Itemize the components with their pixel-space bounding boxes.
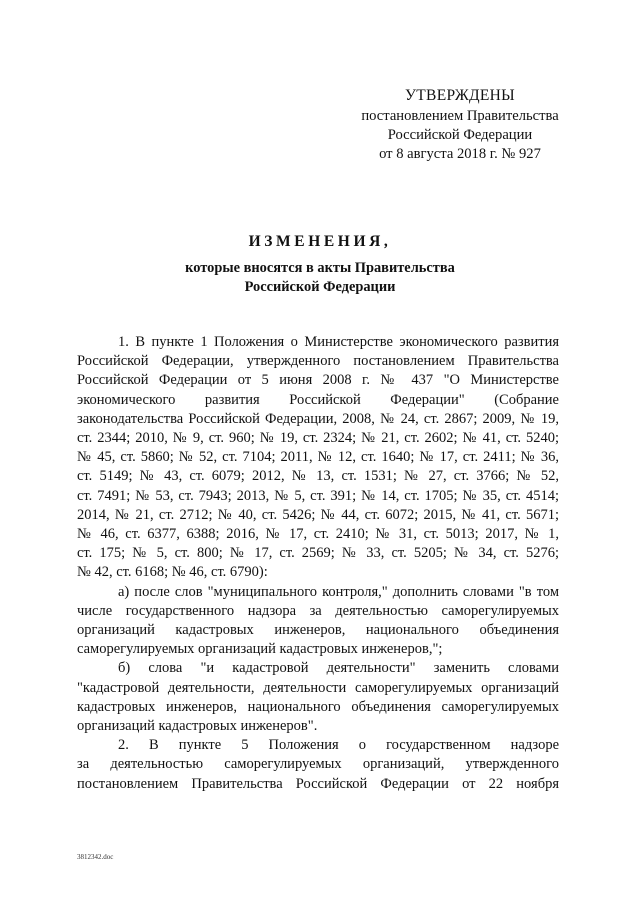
document-subtitle (0, 259, 640, 297)
text-line: Российской Федерации от 5 июня 2008 г. № 437 "О Министерстве (77, 372, 559, 389)
text-line: № 46, ст. 6377, 6388; 2016, № 17, ст. 2410; № 31, ст. 5013; 2017, № 1, (77, 526, 559, 543)
text-line: ст. 5149; № 43, ст. 6079; 2012, № 13, ст. 1531; № 27, ст. 3766; № 52, (77, 468, 559, 485)
text-line: постановлением Правительства Российской Федерации от 22 ноября (77, 775, 559, 792)
text-line: числе государственного надзора за деятельностью саморегулируемых (77, 602, 559, 619)
text-line: кадастровых инженеров, национального объединения саморегулируемых (77, 698, 559, 715)
subtitle-line-1: которые вносятся в акты Правительства (185, 260, 455, 276)
document-body (77, 333, 559, 794)
text-line: экономического развития Российской Федерации" (Собрание (77, 391, 559, 408)
approval-block (330, 86, 590, 164)
text-line: № 42, ст. 6168; № 46, ст. 6790): (77, 564, 268, 581)
text-line: ст. 2344; 2010, № 9, ст. 960; № 19, ст. 2324; № 21, ст. 2602; № 41, ст. 5240; (77, 430, 559, 447)
text-line: за деятельностью саморегулируемых организаций, утвержденного (77, 756, 559, 773)
text-line: ст. 7491; № 53, ст. 7943; 2013, № 5, ст. 391; № 14, ст. 1705; № 35, ст. 4514; (77, 487, 559, 504)
paragraph-a (77, 583, 559, 660)
text-line: № 45, ст. 5860; № 52, ст. 7104; 2011, № 12, ст. 1640; № 17, ст. 2411; № 36, (77, 449, 559, 466)
text-line: "кадастровой деятельности, деятельности саморегулируемых организаций (77, 679, 559, 696)
text-line: б) слова "и кадастровой деятельности" заменить словами (118, 660, 559, 677)
approval-line-1: постановлением Правительства (361, 108, 559, 124)
approval-line-2: Российской Федерации (387, 127, 533, 143)
approval-line-3: от 8 августа 2018 г. № 927 (379, 146, 541, 162)
text-line: организаций кадастровых инженеров, национального объединения (77, 622, 559, 639)
text-line: 1. В пункте 1 Положения о Министерстве экономического развития (118, 334, 559, 350)
paragraph-1 (77, 333, 559, 583)
subtitle-line-2: Российской Федерации (244, 279, 396, 295)
text-line: 2. В пункте 5 Положения о государственном надзоре (118, 737, 559, 754)
text-line: Российской Федерации, утвержденного постановлением Правительства (77, 353, 559, 370)
document-title: ИЗМЕНЕНИЯ, (248, 233, 392, 250)
text-line: организаций кадастровых инженеров". (77, 718, 318, 735)
text-line: ст. 175; № 5, ст. 800; № 17, ст. 2569; № 33, ст. 5205; № 34, ст. 5276; (77, 545, 559, 562)
text-line: саморегулируемых организаций кадастровых инженеров,"; (77, 641, 443, 658)
footer-filename: 3812342.doc (77, 853, 114, 861)
text-line: законодательства Российской Федерации, 2008, № 24, ст. 2867; 2009, № 19, (77, 410, 559, 427)
text-line: 2014, № 21, ст. 2712; № 40, ст. 5426; № 44, ст. 6072; 2015, № 41, ст. 5671; (77, 506, 559, 523)
text-line: а) после слов "муниципального контроля," дополнить словами "в том (118, 583, 559, 600)
paragraph-b (77, 659, 559, 736)
approval-heading: УТВЕРЖДЕНЫ (405, 87, 515, 104)
paragraph-2 (77, 736, 559, 794)
